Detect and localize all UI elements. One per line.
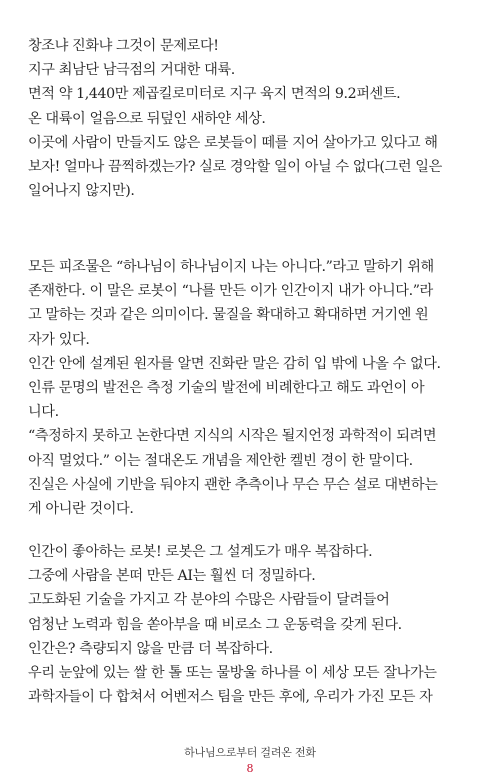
text-line: “측정하지 못하고 논한다면 지식의 시작은 될지언정 과학적이 되려면 <box>28 428 437 445</box>
text-line: 창조냐 진화냐 그것이 문제로다! <box>28 38 219 54</box>
paragraph-1 <box>28 34 474 203</box>
text-line: 보자! 얼마나 끔찍하겠는가? 실로 경악할 일이 아닐 수 없다(그런 일은 <box>28 158 442 175</box>
text-line: 이곳에 사람이 만들지도 않은 로봇들이 떼를 지어 살아가고 있다고 해 <box>28 134 438 151</box>
text-line: 인간이 좋아하는 로봇! 로봇은 그 설계도가 매우 복잡하다. <box>28 544 373 560</box>
text-line: 온 대륙이 얼음으로 뒤덮인 새하얀 세상. <box>28 110 266 127</box>
paragraph-2 <box>28 255 474 521</box>
text-line: 니다. <box>28 404 59 421</box>
page-number: 8 <box>246 762 254 775</box>
text-line: 인류 문명의 발전은 측정 기술의 발전에 비례한다고 해도 과언이 아 <box>28 379 425 396</box>
text-line: 모든 피조물은 “하나님이 하나님이지 나는 아니다.”라고 말하기 위해 <box>28 259 434 275</box>
text-line: 일어나지 않지만). <box>28 183 135 200</box>
text-line: 인간은? 측량되지 않을 만큼 더 복잡하다. <box>28 640 273 657</box>
text-line: 고 말하는 것과 같은 의미이다. 물질을 확대하고 확대하면 거기엔 원 <box>28 307 429 324</box>
text-line: 존재한다. 이 말은 로봇이 “나를 만든 이가 인간이지 내가 아니다.”라 <box>28 283 433 300</box>
text-line: 그중에 사람을 본떠 만든 AI는 훨씬 더 정밀하다. <box>28 568 316 585</box>
text-line: 인간 안에 설계된 원자를 알면 진화란 말은 감히 입 밖에 나올 수 없다. <box>28 355 441 372</box>
paragraph-3 <box>28 540 474 709</box>
text-line: 고도화된 기술을 가지고 각 분야의 수많은 사람들이 달려들어 <box>28 592 390 609</box>
text-line: 자가 있다. <box>28 331 90 348</box>
text-line: 지구 최남단 남극점의 거대한 대륙. <box>28 62 235 79</box>
running-footer-book-title: 하나님으로부터 걸려온 전화 <box>184 746 316 759</box>
text-line: 아직 멀었다.” 이는 절대온도 개념을 제안한 켈빈 경이 한 말이다. <box>28 452 413 469</box>
text-line: 엄청난 노력과 힘을 쏟아부을 때 비로소 그 운동력을 갖게 된다. <box>28 616 402 633</box>
text-line: 진실은 사실에 기반을 둬야지 괜한 추측이나 무슨 무슨 설로 대변하는 <box>28 476 438 493</box>
text-line: 게 아니란 것이다. <box>28 500 134 517</box>
text-line: 과학자들이 다 합쳐서 어벤저스 팀을 만든 후에, 우리가 가진 모든 자 <box>28 689 433 706</box>
text-line: 우리 눈앞에 있는 쌀 한 톨 또는 물방울 하나를 이 세상 모든 잘나가는 <box>28 664 437 681</box>
text-line: 면적 약 1,440만 제곱킬로미터로 지구 육지 면적의 9.2퍼센트. <box>28 86 401 103</box>
